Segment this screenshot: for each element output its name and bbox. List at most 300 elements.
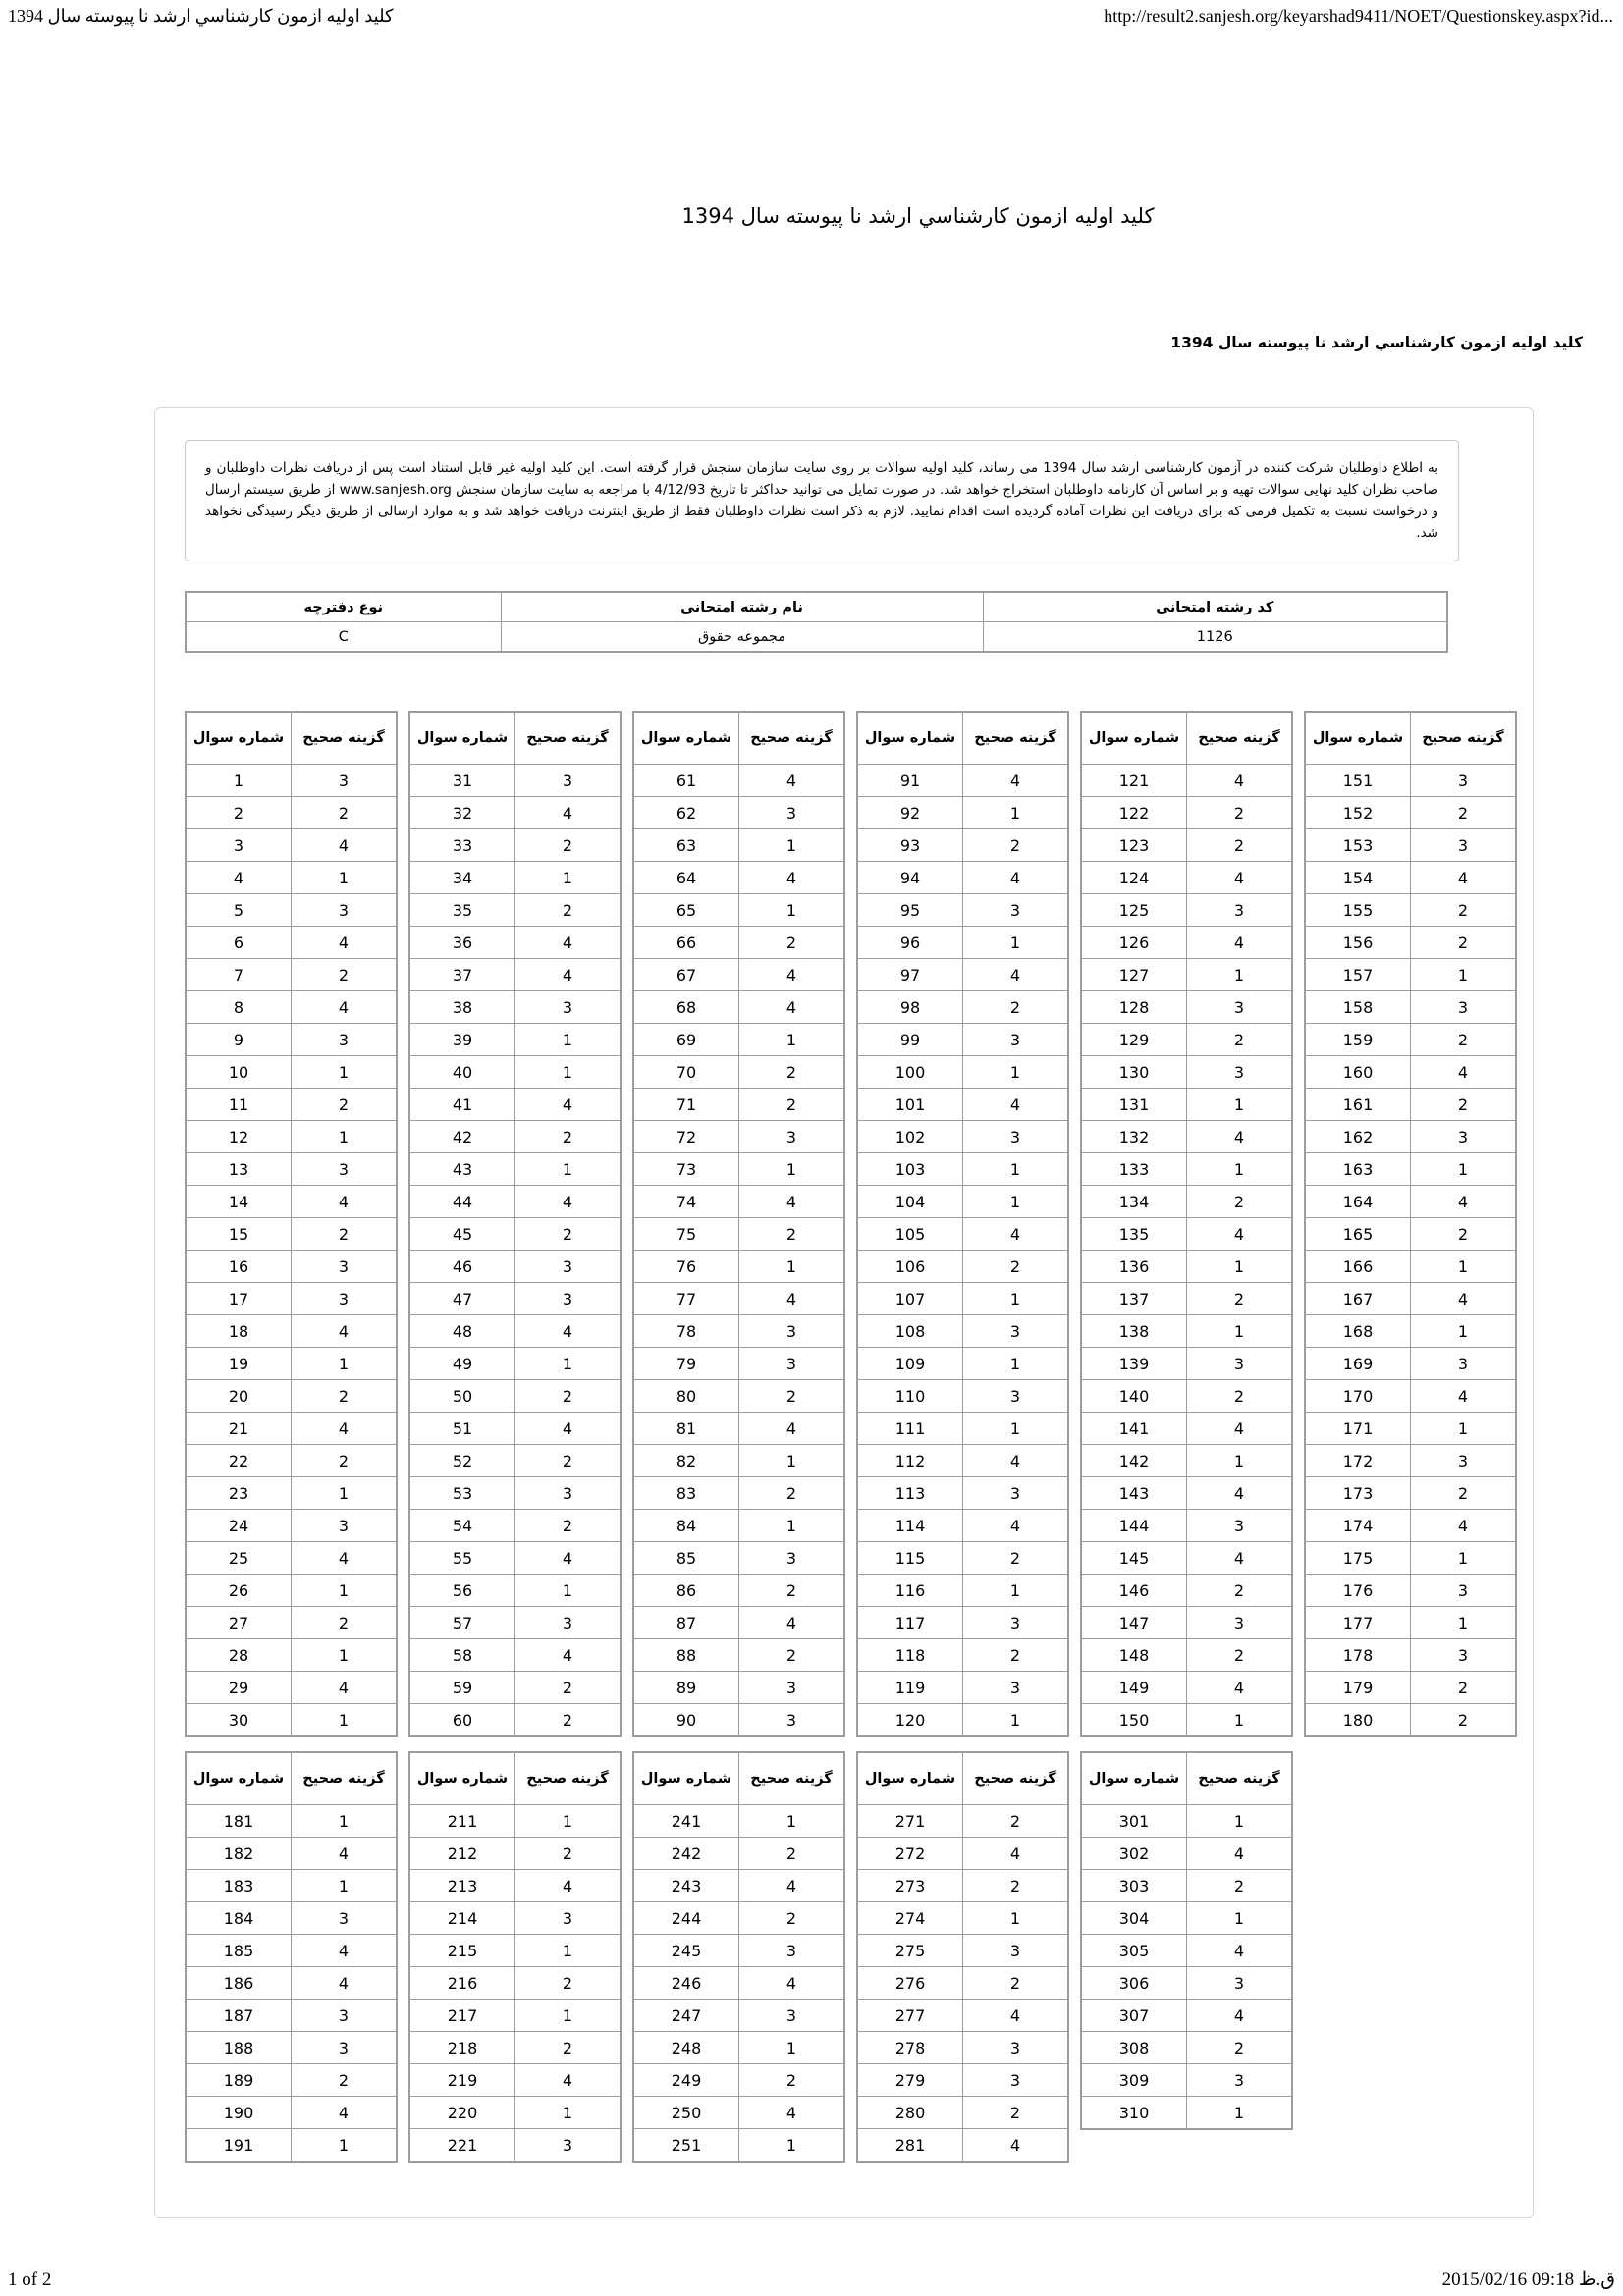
answer-row (633, 862, 844, 894)
question-number-cell: 180 (1305, 1704, 1411, 1737)
question-number-cell: 73 (633, 1153, 739, 1186)
answer-cell: 2 (739, 927, 845, 959)
answer-cell: 2 (515, 1672, 622, 1704)
answer-cell: 1 (963, 797, 1069, 829)
answer-row (633, 1251, 844, 1283)
answer-cell: 4 (739, 991, 845, 1024)
question-number-cell: 166 (1305, 1251, 1411, 1283)
answer-cell: 1 (963, 1056, 1069, 1089)
question-number-cell: 98 (857, 991, 963, 1024)
answer-cell: 4 (739, 1870, 845, 1902)
answer-row (409, 797, 621, 829)
question-number-cell: 191 (186, 2129, 292, 2163)
answer-cell: 3 (739, 1348, 845, 1380)
question-number-cell: 164 (1305, 1186, 1411, 1218)
col-header-question-number: شماره سوال (857, 712, 963, 765)
question-number-cell: 128 (1081, 991, 1187, 1024)
answer-cell: 2 (739, 1089, 845, 1121)
answer-cell: 2 (739, 1575, 845, 1607)
answer-row (1305, 1283, 1516, 1315)
answer-row (857, 1542, 1068, 1575)
answer-cell: 3 (963, 1121, 1069, 1153)
question-number-cell: 83 (633, 1477, 739, 1510)
question-number-cell: 91 (857, 765, 963, 797)
question-number-cell: 64 (633, 862, 739, 894)
answer-row (857, 1445, 1068, 1477)
answer-cell: 1 (292, 862, 398, 894)
answer-row (409, 1218, 621, 1251)
answer-row (409, 1704, 621, 1737)
question-number-cell: 160 (1305, 1056, 1411, 1089)
answer-cell: 2 (1187, 797, 1293, 829)
question-number-cell: 66 (633, 927, 739, 959)
answer-row (633, 765, 844, 797)
question-number-cell: 5 (186, 894, 292, 927)
answer-row (1081, 1967, 1292, 2000)
answer-header-row (1305, 712, 1516, 765)
answer-cell: 3 (1187, 1056, 1293, 1089)
answer-cell: 3 (1411, 1445, 1517, 1477)
question-number-cell: 42 (409, 1121, 515, 1153)
answer-row (186, 862, 397, 894)
col-header-correct-option: گزینه صحیح (292, 1752, 398, 1805)
answer-row (1305, 1218, 1516, 1251)
answer-row (857, 1283, 1068, 1315)
question-number-cell: 27 (186, 1607, 292, 1639)
question-number-cell: 150 (1081, 1704, 1187, 1737)
question-number-cell: 140 (1081, 1380, 1187, 1413)
answer-row (633, 1283, 844, 1315)
answer-cell: 2 (515, 1704, 622, 1737)
question-number-cell: 171 (1305, 1413, 1411, 1445)
answer-cell: 4 (963, 1218, 1069, 1251)
question-number-cell: 107 (857, 1283, 963, 1315)
question-number-cell: 131 (1081, 1089, 1187, 1121)
question-number-cell: 244 (633, 1902, 739, 1935)
question-number-cell: 156 (1305, 927, 1411, 959)
answer-key-table (632, 711, 845, 1737)
exam-info-header-row (186, 592, 1447, 622)
answer-row (186, 1315, 397, 1348)
question-number-cell: 181 (186, 1805, 292, 1838)
notice-text: به اطلاع داوطلبان شرکت کننده در آزمون کارشناسی ارشد سال 1394 می رساند، کلید اولیه سوالات بر روی سایت سازمان سنجش قرار گرفته است. این کلید اولیه غیر قابل استناد است پس از دریافت نظرات داوطلبان و صاحب نظران کلید نهایی سوالات تهیه و بر اساس آن کارنامه داوطلبان استخراج خواهد شد. در صورت تمایل می توانید حداکثر تا تاریخ 4/12/93 با مراجعه به سایت سازمان سنجش www.sanjesh.org از طریق سیستم ارسال و درخواست نسبت به تکمیل فرمی که برای دریافت این نظرات آماده گردیده است اقدام نمایید. لازم به ذکر است نظرات داوطلبان فقط از طریق اینترنت دریافت خواهد شد و به موارد ارسالی از طریق دیگر رسیدگی نخواهد شد. (205, 460, 1439, 541)
answer-cell: 4 (1187, 765, 1293, 797)
answer-row (409, 1639, 621, 1672)
question-number-cell: 28 (186, 1639, 292, 1672)
answer-row (409, 1153, 621, 1186)
answer-cell: 4 (292, 1672, 398, 1704)
answer-row (409, 1121, 621, 1153)
answer-cell: 1 (739, 2129, 845, 2163)
answer-row (1305, 797, 1516, 829)
question-number-cell: 47 (409, 1283, 515, 1315)
answer-row (1305, 927, 1516, 959)
question-number-cell: 273 (857, 1870, 963, 1902)
answer-cell: 4 (1187, 1838, 1293, 1870)
question-number-cell: 172 (1305, 1445, 1411, 1477)
answer-cell: 3 (963, 1380, 1069, 1413)
col-header-question-number: شماره سوال (409, 1752, 515, 1805)
answer-row (1081, 1089, 1292, 1121)
question-number-cell: 13 (186, 1153, 292, 1186)
answer-cell: 1 (739, 1251, 845, 1283)
question-number-cell: 127 (1081, 959, 1187, 991)
question-number-cell: 143 (1081, 1477, 1187, 1510)
answer-cell: 4 (1411, 1186, 1517, 1218)
question-number-cell: 17 (186, 1283, 292, 1315)
question-number-cell: 184 (186, 1902, 292, 1935)
answer-row (186, 1056, 397, 1089)
question-number-cell: 40 (409, 1056, 515, 1089)
answer-cell: 1 (1411, 959, 1517, 991)
question-number-cell: 275 (857, 1935, 963, 1967)
answer-cell: 2 (1411, 1672, 1517, 1704)
answer-cell: 4 (739, 765, 845, 797)
question-number-cell: 45 (409, 1218, 515, 1251)
answer-row (409, 2129, 621, 2163)
answer-row (1081, 1283, 1292, 1315)
answer-row (633, 1218, 844, 1251)
answer-cell: 2 (1187, 1380, 1293, 1413)
question-number-cell: 309 (1081, 2064, 1187, 2097)
question-number-cell: 187 (186, 2000, 292, 2032)
question-number-cell: 165 (1305, 1218, 1411, 1251)
answer-cell: 2 (515, 1121, 622, 1153)
answer-row (633, 1024, 844, 1056)
answer-cell: 2 (292, 1607, 398, 1639)
question-number-cell: 111 (857, 1413, 963, 1445)
answer-cell: 4 (963, 1838, 1069, 1870)
answer-row (633, 1153, 844, 1186)
col-header-correct-option: گزینه صحیح (515, 1752, 622, 1805)
answer-row (1081, 1024, 1292, 1056)
question-number-cell: 67 (633, 959, 739, 991)
answer-row (857, 991, 1068, 1024)
answer-cell: 1 (292, 1575, 398, 1607)
question-number-cell: 15 (186, 1218, 292, 1251)
question-number-cell: 301 (1081, 1805, 1187, 1838)
answer-row (1081, 1121, 1292, 1153)
answer-row (1305, 1121, 1516, 1153)
answer-cell: 2 (1411, 1704, 1517, 1737)
question-number-cell: 149 (1081, 1672, 1187, 1704)
answer-cell: 1 (963, 1575, 1069, 1607)
answer-row (409, 1413, 621, 1445)
answer-cell: 1 (739, 894, 845, 927)
answer-cell: 4 (292, 1935, 398, 1967)
answer-row (409, 1542, 621, 1575)
question-number-cell: 243 (633, 1870, 739, 1902)
answer-row (186, 1704, 397, 1737)
question-number-cell: 159 (1305, 1024, 1411, 1056)
question-number-cell: 85 (633, 1542, 739, 1575)
answer-cell: 4 (1187, 1542, 1293, 1575)
answer-cell: 2 (739, 2064, 845, 2097)
question-number-cell: 11 (186, 1089, 292, 1121)
answer-cell: 3 (963, 1315, 1069, 1348)
question-number-cell: 306 (1081, 1967, 1187, 2000)
question-number-cell: 179 (1305, 1672, 1411, 1704)
question-number-cell: 276 (857, 1967, 963, 2000)
question-number-cell: 174 (1305, 1510, 1411, 1542)
answer-row (633, 1089, 844, 1121)
answer-cell: 4 (515, 1315, 622, 1348)
question-number-cell: 52 (409, 1445, 515, 1477)
answer-cell: 3 (515, 1607, 622, 1639)
answer-row (186, 1935, 397, 1967)
answer-row (633, 1902, 844, 1935)
answer-cell: 2 (292, 2064, 398, 2097)
answer-row (1081, 2032, 1292, 2064)
answer-cell: 3 (963, 1024, 1069, 1056)
answer-row (186, 959, 397, 991)
answer-row (857, 1153, 1068, 1186)
answer-cell: 1 (1411, 1542, 1517, 1575)
answer-row (1081, 1413, 1292, 1445)
answer-cell: 3 (1411, 991, 1517, 1024)
answer-row (1081, 1510, 1292, 1542)
answer-row (857, 1477, 1068, 1510)
question-number-cell: 145 (1081, 1542, 1187, 1575)
answer-row (857, 1251, 1068, 1283)
answer-cell: 1 (292, 1121, 398, 1153)
question-number-cell: 63 (633, 829, 739, 862)
answer-row (409, 1089, 621, 1121)
col-header-question-number: شماره سوال (186, 712, 292, 765)
answer-row (633, 1870, 844, 1902)
answer-row (857, 1805, 1068, 1838)
question-number-cell: 168 (1305, 1315, 1411, 1348)
answer-row (1305, 1251, 1516, 1283)
answer-cell: 4 (515, 927, 622, 959)
question-number-cell: 62 (633, 797, 739, 829)
answer-key-table (856, 1751, 1069, 2163)
answer-row (633, 1510, 844, 1542)
answer-cell: 1 (1411, 1607, 1517, 1639)
answer-row (1081, 1575, 1292, 1607)
answer-header-row (1081, 712, 1292, 765)
answer-row (857, 1186, 1068, 1218)
answer-row (857, 1672, 1068, 1704)
question-number-cell: 4 (186, 862, 292, 894)
question-number-cell: 214 (409, 1902, 515, 1935)
answer-row (186, 797, 397, 829)
question-number-cell: 241 (633, 1805, 739, 1838)
print-header (8, 6, 1613, 27)
answer-cell: 3 (739, 797, 845, 829)
question-number-cell: 106 (857, 1251, 963, 1283)
answer-row (409, 829, 621, 862)
answer-header-row (186, 712, 397, 765)
answer-row (857, 1121, 1068, 1153)
answer-cell: 3 (963, 2064, 1069, 2097)
answer-row (857, 1838, 1068, 1870)
answer-cell: 4 (963, 1089, 1069, 1121)
answer-row (186, 1186, 397, 1218)
question-number-cell: 216 (409, 1967, 515, 2000)
answer-cell: 4 (515, 1186, 622, 1218)
question-number-cell: 10 (186, 1056, 292, 1089)
answer-cell: 4 (515, 2064, 622, 2097)
answer-cell: 4 (963, 2129, 1069, 2163)
question-number-cell: 190 (186, 2097, 292, 2129)
answer-row (857, 2064, 1068, 2097)
question-number-cell: 272 (857, 1838, 963, 1870)
answer-cell: 1 (1187, 1153, 1293, 1186)
answer-cell: 4 (963, 2000, 1069, 2032)
answer-row (633, 1805, 844, 1838)
answer-row (1305, 1607, 1516, 1639)
answer-cell: 4 (292, 2097, 398, 2129)
answer-row (857, 1024, 1068, 1056)
answer-cell: 4 (739, 1967, 845, 2000)
question-number-cell: 173 (1305, 1477, 1411, 1510)
question-number-cell: 70 (633, 1056, 739, 1089)
question-number-cell: 158 (1305, 991, 1411, 1024)
answer-row (857, 1315, 1068, 1348)
answer-row (409, 927, 621, 959)
answer-cell: 1 (1187, 1704, 1293, 1737)
answer-row (186, 1672, 397, 1704)
answer-row (857, 1089, 1068, 1121)
answer-cell: 3 (963, 1477, 1069, 1510)
question-number-cell: 3 (186, 829, 292, 862)
answer-cell: 2 (739, 1218, 845, 1251)
question-number-cell: 176 (1305, 1575, 1411, 1607)
question-number-cell: 162 (1305, 1121, 1411, 1153)
answer-cell: 3 (292, 2000, 398, 2032)
answer-cell: 3 (1187, 894, 1293, 927)
answer-row (409, 959, 621, 991)
answer-cell: 3 (515, 1477, 622, 1510)
answer-cell: 2 (515, 1218, 622, 1251)
answer-cell: 1 (1187, 1089, 1293, 1121)
question-number-cell: 103 (857, 1153, 963, 1186)
answer-cell: 2 (292, 797, 398, 829)
answer-row (1081, 2097, 1292, 2130)
answer-row (186, 1251, 397, 1283)
answer-row (857, 894, 1068, 927)
question-number-cell: 279 (857, 2064, 963, 2097)
answer-cell: 2 (963, 1542, 1069, 1575)
question-number-cell: 242 (633, 1838, 739, 1870)
answer-cell: 1 (1411, 1413, 1517, 1445)
answer-row (857, 1380, 1068, 1413)
answer-cell: 1 (739, 1805, 845, 1838)
answer-row (1081, 1477, 1292, 1510)
answer-row (633, 1838, 844, 1870)
answer-row (1305, 1542, 1516, 1575)
answer-row (186, 2097, 397, 2129)
answer-cell: 4 (739, 2097, 845, 2129)
answer-cell: 4 (1187, 1413, 1293, 1445)
answer-row (409, 1902, 621, 1935)
answer-cell: 4 (963, 1510, 1069, 1542)
question-number-cell: 308 (1081, 2032, 1187, 2064)
question-number-cell: 133 (1081, 1153, 1187, 1186)
question-number-cell: 80 (633, 1380, 739, 1413)
answer-cell: 1 (515, 1348, 622, 1380)
answer-row (186, 1870, 397, 1902)
question-number-cell: 169 (1305, 1348, 1411, 1380)
answer-row (1081, 1639, 1292, 1672)
answer-cell: 4 (292, 1413, 398, 1445)
answer-cell: 4 (515, 959, 622, 991)
answer-cell: 4 (1187, 2000, 1293, 2032)
question-number-cell: 186 (186, 1967, 292, 2000)
answer-cell: 4 (515, 1089, 622, 1121)
answer-cell: 3 (1187, 1510, 1293, 1542)
question-number-cell: 154 (1305, 862, 1411, 894)
answer-cell: 3 (963, 1935, 1069, 1967)
question-number-cell: 21 (186, 1413, 292, 1445)
answer-key-table (408, 711, 622, 1737)
answer-cell: 4 (739, 959, 845, 991)
question-number-cell: 118 (857, 1639, 963, 1672)
section-title: کلید اولیه ازمون کارشناسي ارشد نا پیوسته سال 1394 (1170, 334, 1583, 351)
question-number-cell: 81 (633, 1413, 739, 1445)
col-header-question-number: شماره سوال (633, 712, 739, 765)
answer-cell: 2 (739, 1056, 845, 1089)
answer-row (409, 765, 621, 797)
answer-cell: 3 (739, 1672, 845, 1704)
question-number-cell: 8 (186, 991, 292, 1024)
question-number-cell: 48 (409, 1315, 515, 1348)
question-number-cell: 249 (633, 2064, 739, 2097)
question-number-cell: 22 (186, 1445, 292, 1477)
answer-row (186, 1121, 397, 1153)
answer-row (857, 1967, 1068, 2000)
answer-row (1305, 1672, 1516, 1704)
exam-name-header: نام رشته امتحانی (501, 592, 983, 622)
answer-row (186, 1967, 397, 2000)
answer-cell: 2 (292, 1089, 398, 1121)
answer-row (1305, 1413, 1516, 1445)
answer-cell: 1 (739, 1510, 845, 1542)
question-number-cell: 46 (409, 1251, 515, 1283)
answer-row (633, 1186, 844, 1218)
question-number-cell: 20 (186, 1380, 292, 1413)
answer-cell: 3 (739, 2000, 845, 2032)
answer-cell: 4 (1187, 1218, 1293, 1251)
answer-row (1305, 765, 1516, 797)
answer-cell: 2 (1187, 1186, 1293, 1218)
answer-row (1081, 1380, 1292, 1413)
answer-cell: 3 (515, 991, 622, 1024)
col-header-question-number: شماره سوال (186, 1752, 292, 1805)
answer-row (409, 1315, 621, 1348)
question-number-cell: 135 (1081, 1218, 1187, 1251)
answer-cell: 3 (292, 1153, 398, 1186)
answer-cell: 4 (1187, 1935, 1293, 1967)
answer-row (186, 1477, 397, 1510)
answer-row (409, 2032, 621, 2064)
question-number-cell: 32 (409, 797, 515, 829)
question-number-cell: 110 (857, 1380, 963, 1413)
answer-row (1081, 1542, 1292, 1575)
answer-row (409, 991, 621, 1024)
answer-row (186, 1089, 397, 1121)
question-number-cell: 155 (1305, 894, 1411, 927)
answer-cell: 1 (515, 1935, 622, 1967)
answer-cell: 4 (739, 1186, 845, 1218)
question-number-cell: 55 (409, 1542, 515, 1575)
question-number-cell: 92 (857, 797, 963, 829)
answer-cell: 3 (1187, 1967, 1293, 2000)
answer-row (633, 1935, 844, 1967)
question-number-cell: 116 (857, 1575, 963, 1607)
answer-row (1305, 862, 1516, 894)
